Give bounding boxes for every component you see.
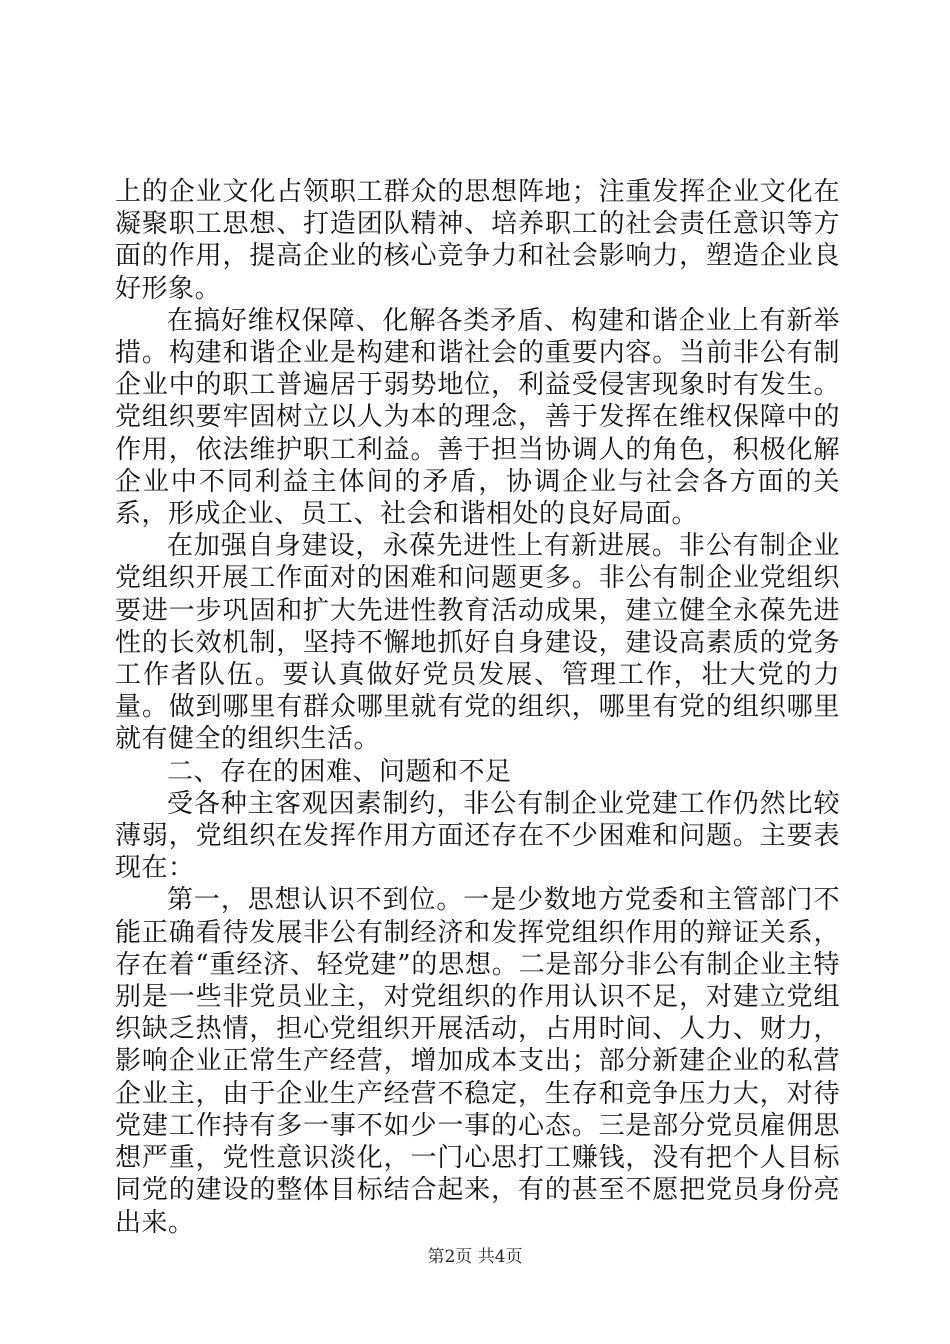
paragraph-continuation: 上的企业文化占领职工群众的思想阵地；注重发挥企业文化在凝聚职工思想、打造团队精神、培养职工的社会责任意识等方面的作用，提高企业的核心竞争力和社会影响力，塑造企业良好形象。 bbox=[115, 177, 840, 304]
page-number-footer: 第2页 共4页 bbox=[427, 1247, 523, 1267]
document-body bbox=[115, 176, 840, 1239]
paragraph-self-building: 在加强自身建设，永葆先进性上有新进展。非公有制企业党组织开展工作面对的困难和问题更多。非公有制企业党组织要进一步巩固和扩大先进性教育活动成果，建立健全永葆先进性的长效机制，坚持不懈地抓好自身建设，建设高素质的党务工作者队伍。要认真做好党员发展、管理工作，壮大党的力量。做到哪里有群众哪里就有党的组织，哪里有党的组织哪里就有健全的组织生活。 bbox=[115, 531, 840, 755]
paragraph-intro-problems: 受各种主客观因素制约，非公有制企业党建工作仍然比较薄弱，党组织在发挥作用方面还存在不少困难和问题。主要表现在： bbox=[115, 788, 840, 884]
section-heading: 二、存在的困难、问题和不足 bbox=[167, 756, 512, 787]
paragraph-harmony: 在搞好维权保障、化解各类矛盾、构建和谐企业上有新举措。构建和谐企业是构建和谐社会的重要内容。当前非公有制企业中的职工普遍居于弱势地位，利益受侵害现象时有发生。党组织要牢固树立以人为本的理念，善于发挥在维权保障中的作用，依法维护职工利益。善于担当协调人的角色，积极化解企业中不同利益主体间的矛盾，协调企业与社会各方面的关系，形成企业、员工、社会和谐相处的良好局面。 bbox=[115, 305, 840, 530]
paragraph-first-problem: 第一，思想认识不到位。一是少数地方党委和主管部门不能正确看待发展非公有制经济和发挥党组织作用的辩证关系，存在着“重经济、轻党建”的思想。二是部分非公有制企业主特别是一些非党员业主，对党组织的作用认识不足，对建立党组织缺乏热情，担心党组织开展活动，占用时间、人力、财力，影响企业正常生产经营，增加成本支出；部分新建企业的私营企业主，由于企业生产经营不稳定，生存和竞争压力大，对待党建工作持有多一事不如少一事的心态。三是部分党员雇佣思想严重，党性意识淡化，一门心思打工赚钱，没有把个人目标同党的建设的整体目标结合起来，有的甚至不愿把党员身份亮出来。 bbox=[115, 885, 840, 1238]
